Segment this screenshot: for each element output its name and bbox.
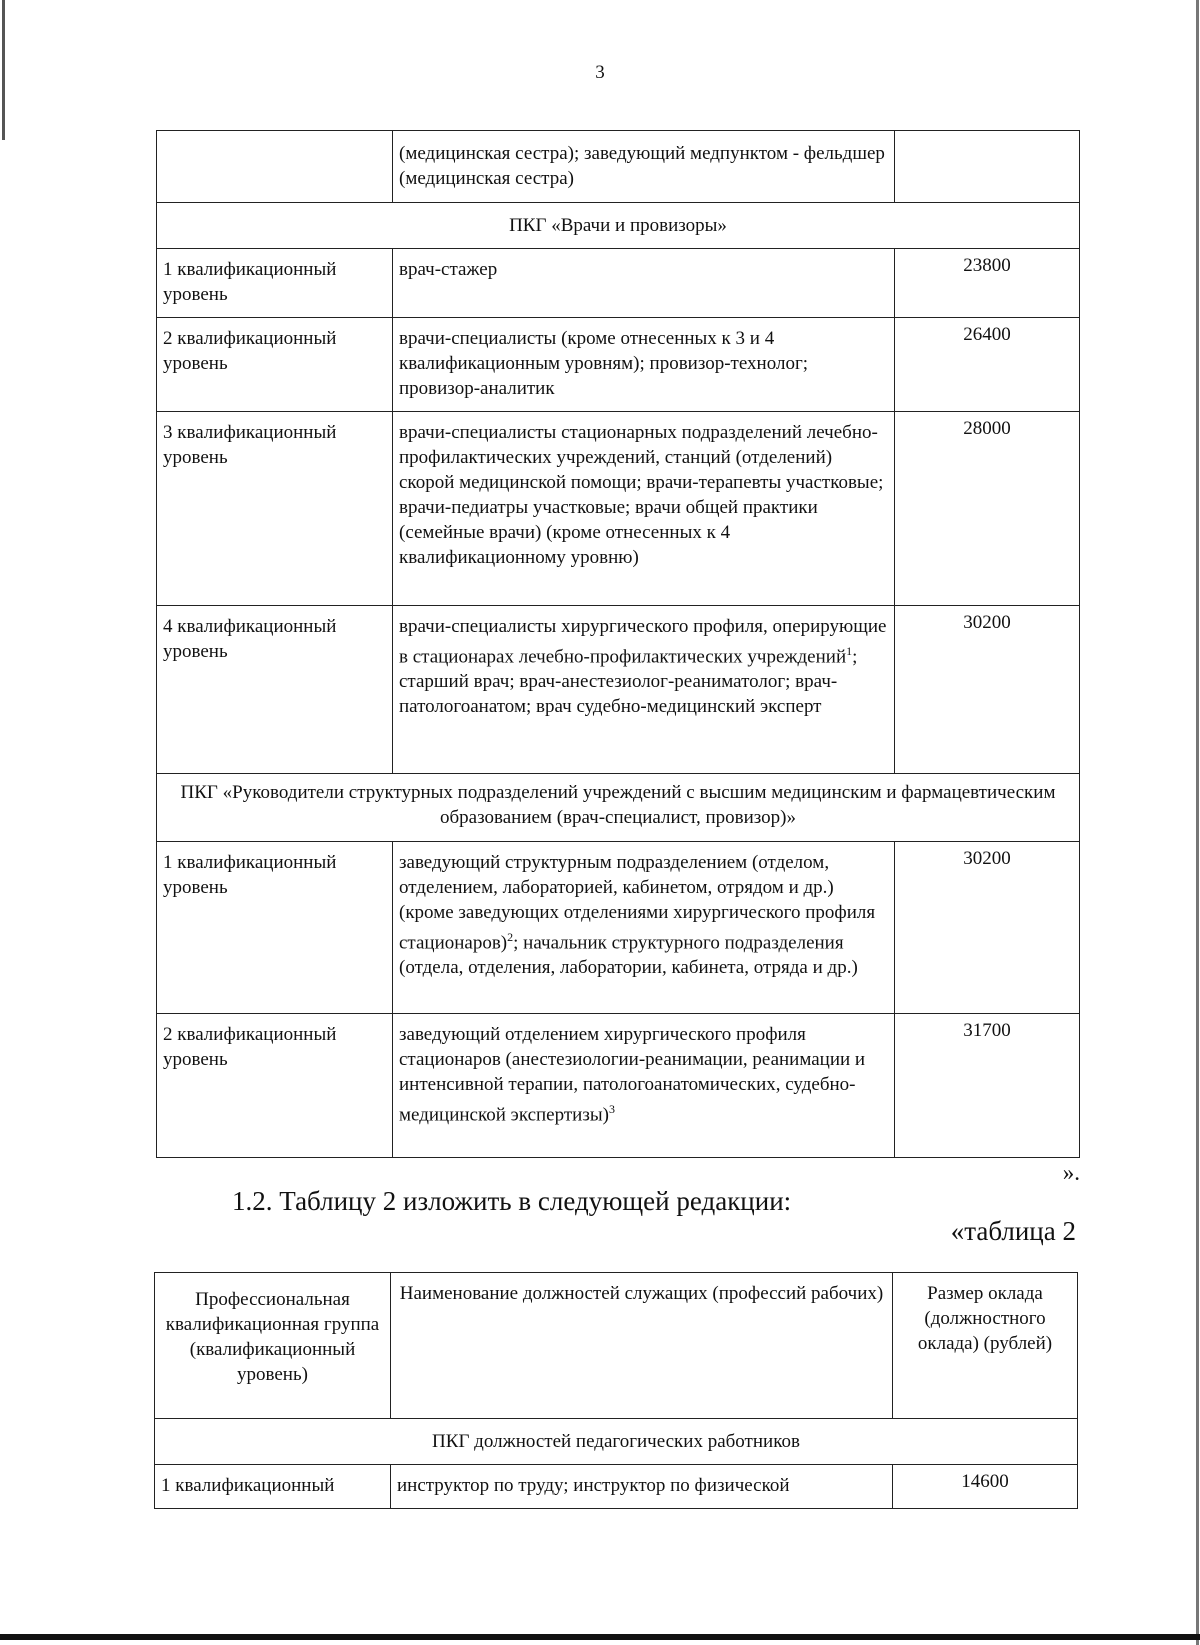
positions-text: ; старший врач; врач-анестезиолог-реаниматолог; врач-патологоанатом; врач судебно-медицинский эксперт [399,646,858,718]
salary-cell: 23800 [895,249,1080,318]
table-header-row [155,1273,1078,1419]
group-title: ПКГ должностей педагогических работников [155,1419,1078,1465]
salary-cell: 30200 [895,842,1080,1014]
table-row [157,318,1080,412]
table-row [155,1465,1078,1509]
table-row [157,131,1080,203]
table-row [157,1014,1080,1158]
positions-cell: (медицинская сестра); заведующий медпунктом - фельдшер (медицинская сестра) [393,131,895,203]
table-row [157,606,1080,774]
salary-cell [895,131,1080,203]
positions-cell: врач-стажер [393,249,895,318]
level-cell: 1 квалификационный [155,1465,391,1509]
salary-cell: 28000 [895,412,1080,606]
header-positions-cell: Наименование должностей служащих (профессий рабочих) [391,1273,893,1419]
table-row [157,412,1080,606]
salary-cell: 30200 [895,606,1080,774]
positions-text: врачи-специалисты хирургического профиля, оперирующие в стационарах лечебно-профилактических учреждений [399,616,887,668]
level-cell: 3 квалификационный уровень [157,412,393,606]
positions-text: ; начальник структурного подразделения (отдела, отделения, лаборатории, кабинета, отряда и др.) [399,932,858,979]
scan-edge-right [1196,0,1199,1645]
positions-cell: врачи-специалисты стационарных подразделений лечебно-профилактических учреждений, станций (отделений) скорой медицинской помощи; врачи-терапевты участковые; врачи-педиатры участковые; врачи общей практики (семейные врачи) (кроме отнесенных к 4 квалификационному уровню) [393,412,895,606]
closing-quote: ». [1062,1160,1080,1185]
table-row [157,842,1080,1014]
positions-cell [393,1014,895,1158]
table-row [157,249,1080,318]
header-group-cell: Профессиональная квалификационная группа (квалификационный уровень) [155,1273,391,1419]
level-cell: 1 квалификационный уровень [157,249,393,318]
salary-table-1 [156,130,1080,1158]
salary-cell: 14600 [893,1465,1078,1509]
table-label: «таблица 2 [950,1216,1076,1246]
footnote-marker: 1 [846,644,853,658]
group-title: ПКГ «Руководители структурных подразделений учреждений с высшим медицинским и фармацевтическим образованием (врач-специалист, провизор)» [157,774,1080,842]
group-title: ПКГ «Врачи и провизоры» [157,203,1080,249]
positions-cell: инструктор по труду; инструктор по физической [391,1465,893,1509]
level-cell: 2 квалификационный уровень [157,1014,393,1158]
positions-cell [393,842,895,1014]
positions-text: заведующий отделением хирургического профиля стационаров (анестезиологии-реанимации, реанимации и интенсивной терапии, патологоанатомических, судебно-медицинской экспертизы) [399,1024,866,1126]
page-number: 3 [595,62,605,83]
group-header-row [155,1419,1078,1465]
salary-cell: 31700 [895,1014,1080,1158]
positions-cell [393,606,895,774]
salary-cell: 26400 [895,318,1080,412]
level-cell: 2 квалификационный уровень [157,318,393,412]
positions-cell: врачи-специалисты (кроме отнесенных к 3 и 4 квалификационным уровням); провизор-технолог; провизор-аналитик [393,318,895,412]
section-title: 1.2. Таблицу 2 изложить в следующей редакции: [232,1186,792,1216]
footnote-marker: 3 [608,1102,615,1116]
level-cell: 1 квалификационный уровень [157,842,393,1014]
level-cell [157,131,393,203]
level-cell: 4 квалификационный уровень [157,606,393,774]
group-header-row [157,774,1080,842]
salary-table-2 [154,1272,1078,1509]
positions-text: заведующий структурным подразделением (отделом, отделением, лабораторией, кабинетом, отрядом и др.) (кроме заведующих отделениями хирургического профиля стационаров) [399,852,876,954]
header-salary-cell: Размер оклада (должностного оклада) (рублей) [893,1273,1078,1419]
scan-edge-bottom [0,1634,1200,1640]
group-header-row [157,203,1080,249]
footnote-marker: 2 [507,930,514,944]
